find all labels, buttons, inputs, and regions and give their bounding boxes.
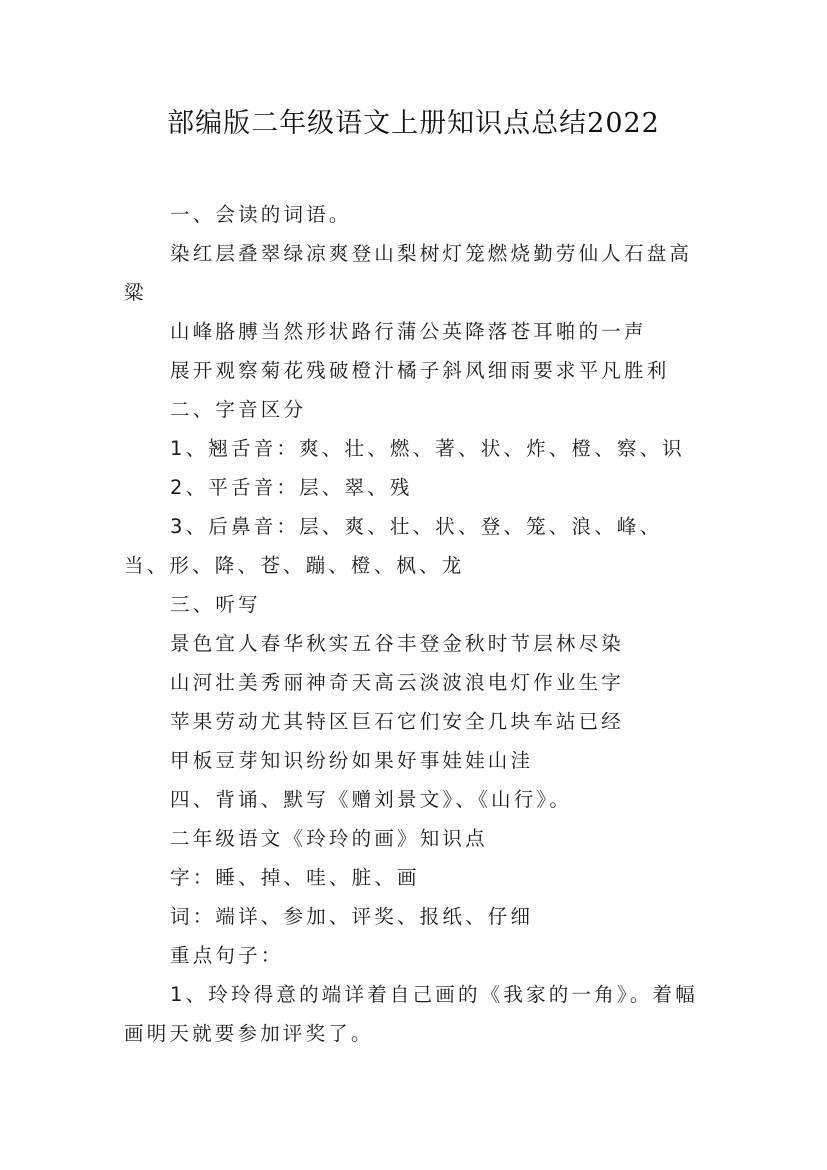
paragraph: 甲板豆芽知识纷纷如果好事娃娃山洼 [170,749,534,772]
document-title: 部编版二年级语文上册知识点总结2022 [167,108,660,139]
paragraph: 词：端详、参加、评奖、报纸、仔细 [170,905,534,928]
paragraph: 三、听写 [170,593,261,616]
paragraph: 3、后鼻音：层、爽、壮、状、登、笼、浪、峰、当、形、降、苍、蹦、橙、枫、龙 [124,515,663,577]
paragraph: 2、平舌音：层、翠、残 [170,476,413,499]
paragraph: 苹果劳动尤其特区巨石它们安全几块车站已经 [170,710,625,733]
paragraph: 重点句子： [170,944,284,967]
paragraph: 1、翘舌音：爽、壮、燃、著、状、炸、橙、察、识 [170,437,686,460]
paragraph: 染红层叠翠绿凉爽登山梨树灯笼燃烧勤劳仙人石盘高粱 [124,242,693,304]
paragraph: 景色宜人春华秋实五谷丰登金秋时节层林尽染 [170,632,625,655]
paragraph: 一、会读的词语。 [170,203,352,226]
document-body [124,195,702,1053]
paragraph: 二年级语文《玲玲的画》知识点 [170,827,488,850]
paragraph: 字：睡、掉、哇、脏、画 [170,866,420,889]
paragraph: 四、背诵、默写《赠刘景文》、《山行》。 [170,788,573,811]
paragraph: 二、字音区分 [170,398,307,421]
paragraph: 1、玲玲得意的端详着自己画的《我家的一角》。着幅画明天就要参加评奖了。 [124,983,698,1045]
paragraph: 山峰胳膊当然形状路行蒲公英降落苍耳啪的一声 [170,320,647,343]
paragraph: 山河壮美秀丽神奇天高云淡波浪电灯作业生字 [170,671,625,694]
paragraph: 展开观察菊花残破橙汁橘子斜风细雨要求平凡胜利 [170,359,670,382]
